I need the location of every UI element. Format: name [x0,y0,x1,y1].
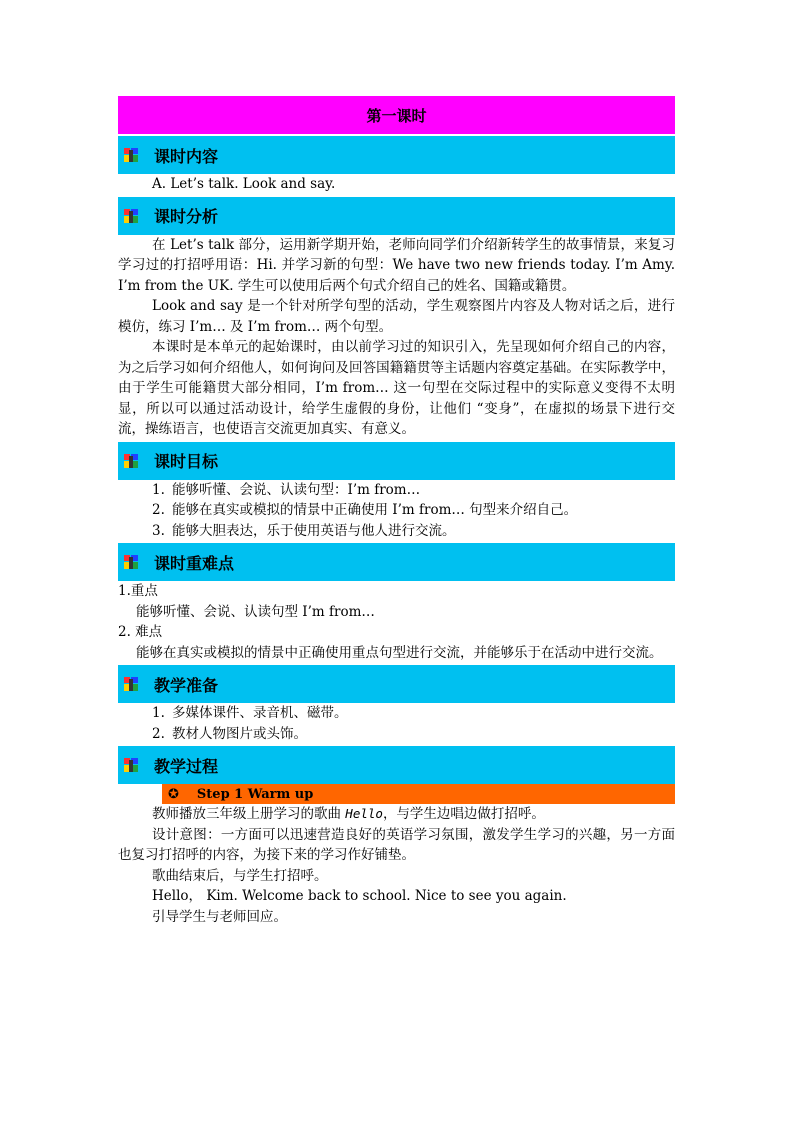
song-title: Hello [345,806,383,821]
analysis-paragraph: 在 Let’s talk 部分，运用新学期开始，老师向同学们介绍新转学生的故事情景，来复习学习过的打招呼用语：Hi. 并学习新的句型：We have two new friends today. I’m Amy. I’m from the UK. 学生可以使用后两个句式介绍自己的姓名、国籍或籍贯。 [118,236,675,294]
list-number: 2. [152,725,165,742]
section-heading-content [118,136,675,174]
step-label: Step 1 Warm up [196,786,314,802]
step-heading [162,784,675,804]
list-item [118,703,675,724]
section-heading-prep [118,665,675,703]
process-paragraph: 歌曲结束后，与学生打招呼。 [152,867,328,884]
process-paragraph [118,804,675,825]
process-text: ，与学生边唱边做打招呼。 [382,806,545,822]
section-heading-label: 课时分析 [154,207,219,226]
list-number: 1. [152,705,165,721]
difficulty-label: 2. 难点 [118,624,163,640]
key-text: 能够听懂、会说、认读句型 I’m from… [136,603,375,620]
section-heading-label: 课时重难点 [154,553,235,573]
goals-list [118,480,675,542]
process-paragraph: 设计意图：一方面可以迅速营造良好的英语学习氛围，激发学生学习的兴趣，另一方面也复习打招呼的内容，为接下来的学习作好铺垫。 [118,826,675,863]
book-icon [124,209,138,223]
section-heading-analysis [118,197,675,235]
content-text: A. Let’s talk. Look and say. [152,176,336,192]
book-icon [124,454,138,468]
section-heading-process [118,746,675,784]
list-number: 3. [152,522,165,539]
section-heading-label: 教学过程 [154,756,219,776]
section-heading-label: 课时目标 [154,452,219,471]
book-icon [124,758,138,772]
list-number: 2. [152,502,165,518]
book-icon [124,677,138,691]
list-item [118,521,675,542]
key-label: 1.重点 [118,583,158,599]
section-heading-label: 课时内容 [154,146,219,166]
lesson-title: 第一课时 [118,96,675,134]
book-icon [124,148,138,162]
analysis-paragraph: Look and say 是一个针对所学句型的活动，学生观察图片内容及人物对话之后，进行模仿，练习 I’m… 及 I’m from… 两个句型。 [118,298,675,335]
list-number: 1. [152,481,165,498]
process-paragraph: 引导学生与老师回应。 [152,908,287,925]
process-text: 教师播放三年级上册学习的歌曲 [152,806,346,822]
prep-list [118,703,675,744]
list-text: 能够听懂、会说、认读句型：I’m from… [172,481,421,498]
section-heading-keypoints [118,543,675,581]
section-heading-goals [118,442,675,480]
list-item [118,724,675,745]
section-heading-label: 教学准备 [154,675,219,695]
list-text: 教材人物图片或头饰。 [172,725,307,742]
book-icon [124,555,138,569]
star-icon: ✪ [168,786,179,802]
analysis-paragraph: 本课时是本单元的起始课时，由以前学习过的知识引入，先呈现如何介绍自己的内容，为之后学习如何介绍他人，如何询问及回答国籍籍贯等主话题内容奠定基础。在实际教学中，由于学生可能籍贯大部分相同，I’m from… 这一句型在交际过程中的实际意义变得不太明显，所以可以通过活动设计，给学生虚假的身份，让他们 “变身”，在虚拟的场景下进行交流，操练语言，也使语言交流更加真实、有意义。 [118,339,675,437]
list-text: 能够大胆表达，乐于使用英语与他人进行交流。 [172,522,456,539]
difficulty-text: 能够在真实或模拟的情景中正确使用重点句型进行交流，并能够乐于在活动中进行交流。 [136,644,663,661]
list-text: 多媒体课件、录音机、磁带。 [172,705,348,721]
list-text: 能够在真实或模拟的情景中正确使用 I’m from… 句型来介绍自己。 [172,502,578,518]
process-paragraph: Hello， Kim. Welcome back to school. Nice to see you again. [152,888,567,904]
document [118,96,675,927]
list-item [118,500,675,521]
list-item [118,480,675,501]
